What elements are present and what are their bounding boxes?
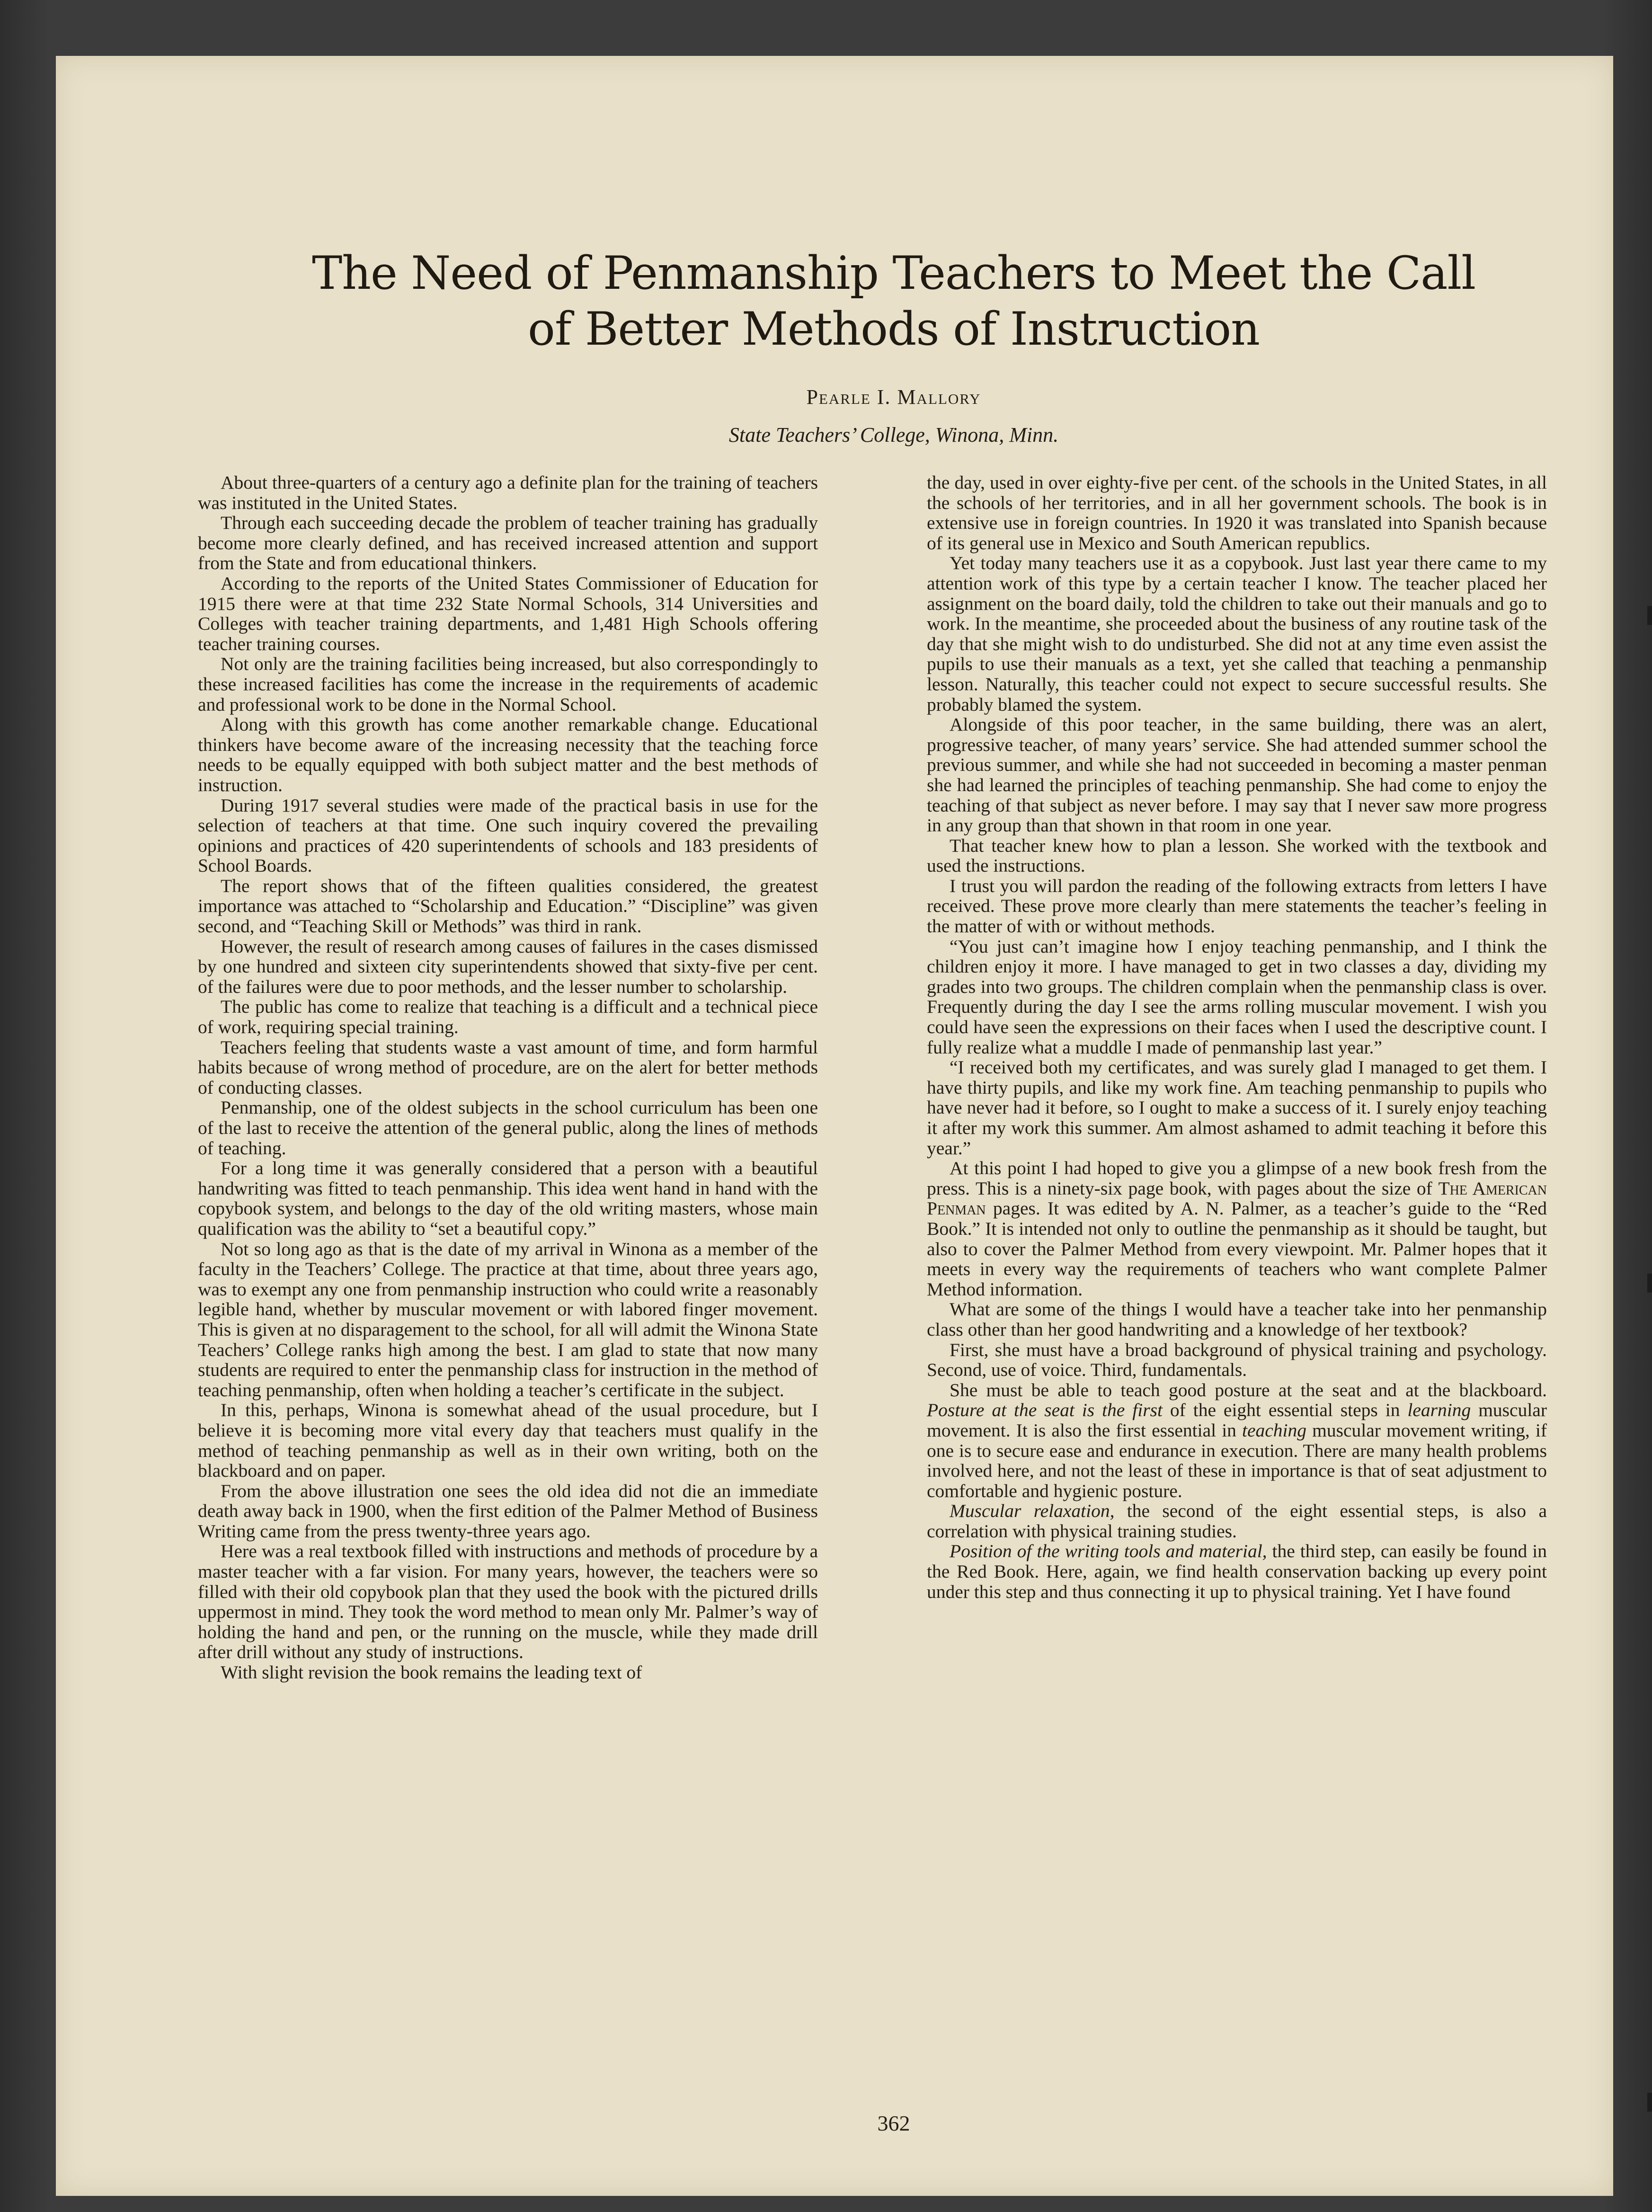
paragraph: “I received both my certificates, and was surely glad I managed to get them. I have thirty pupils, and like my work fine. Am teaching penmanship to pupils who have never had it before, so I ought to make a success of it. I surely enjoy teaching it after my work this summer. Am almost ashamed to admit teaching it before this year.”: [927, 1057, 1547, 1159]
paragraph: Along with this growth has come another remarkable change. Educational thinkers have become aware of the increasing necessity that the teaching force needs to be equally equipped with both subject matter and the best methods of instruction.: [198, 714, 818, 795]
paragraph: First, she must have a broad background of physical training and psychology. Second, use of voice. Third, fundamentals.: [927, 1339, 1547, 1381]
paragraph: What are some of the things I would have a teacher take into her penmanship class other than her good handwriting and a knowledge of her textbook?: [927, 1299, 1547, 1340]
paragraph: About three-quarters of a century ago a definite plan for the training of teachers was instituted in the United States.: [198, 472, 818, 513]
paragraph: Through each succeeding decade the problem of teacher training has gradually become more clearly defined, and has received increased attention and support from the State and from educational thinkers.: [198, 512, 818, 574]
paragraph: the day, used in over eighty-five per cent. of the schools in the United States, in all the schools of her territories, and in all her government schools. The book is in extensive use in foreign countries. In 1920 it was translated into Spanish because of its general use in Mexico and South American republics.: [927, 472, 1547, 553]
right-column: [927, 473, 1547, 1602]
paragraph: Not only are the training facilities being increased, but also correspondingly to these increased facilities has come the increase in the requirements of academic and professional work to be done in the Normal School.: [198, 653, 818, 715]
text-run: muscular movement writing, if one is to secure ease and endurance in execution. There are many health problems involved here, and not the least of these in importance is that of seat adjustment to comfortable and hygienic posture.: [927, 1419, 1547, 1501]
paragraph: For a long time it was generally considered that a person with a beautiful handwriting was fitted to teach penmanship. This idea went hand in hand with the copybook system, and belongs to the day of the old writing masters, whose main qualification was the ability to “set a beautiful copy.”: [198, 1158, 818, 1239]
left-column: [198, 473, 818, 1683]
page-edge-tab: [1647, 1274, 1652, 1293]
italic-phrase: Posture at the seat is the first: [927, 1400, 1163, 1421]
page-edge-tab: [1647, 606, 1652, 625]
paragraph: Penmanship, one of the oldest subjects in the school curriculum has been one of the last to receive the attention of the general public, along the lines of methods of teaching.: [198, 1097, 818, 1159]
paragraph: [927, 1501, 1547, 1541]
text-run: of the eight essential steps in: [1162, 1400, 1408, 1421]
article-title: [198, 245, 1590, 357]
paragraph: [927, 1380, 1547, 1501]
paragraph: However, the result of research among causes of failures in the cases dismissed by one hundred and sixteen city superintendents showed that sixty-five per cent. of the failures were due to poor methods, and the lesser number to scholarship.: [198, 936, 818, 997]
paragraph: In this, perhaps, Winona is somewhat ahead of the usual procedure, but I believe it is becoming more vital every day that teachers must qualify in the method of teaching penmanship as well as in their own writing, both on the blackboard and on paper.: [198, 1400, 818, 1481]
paragraph: Here was a real textbook filled with instructions and methods of procedure by a master teacher with a far vision. For many years, however, the teachers were so filled with their old copybook plan that they used the book with the pictured drills uppermost in mind. They took the word method to mean only Mr. Palmer’s way of holding the hand and pen, or the running on the muscle, while they made drill after drill without any study of instructions.: [198, 1541, 818, 1663]
page-edge-tab: [1647, 2093, 1652, 2112]
magazine-page: [56, 56, 1613, 2196]
page-number: 362: [877, 2111, 910, 2135]
paragraph: That teacher knew how to plan a lesson. She worked with the textbook and used the instructions.: [927, 835, 1547, 876]
bleed-through-text: [264, 188, 1590, 217]
paragraph: [927, 1541, 1547, 1602]
paragraph: Yet today many teachers use it as a copybook. Just last year there came to my attention work of this type by a certain teacher I know. The teacher placed her assignment on the board daily, told the children to take out their manuals and go to work. In the meantime, she proceeded about the business of any routine task of the day that she might wish to do undisturbed. She did not at any time even assist the pupils to use their manuals as a text, yet she called that teaching a penmanship lesson. Naturally, this teacher could not expect to secure successful results. She probably blamed the system.: [927, 553, 1547, 715]
text-run: At this point I had hoped to give you a glimpse of a new book fresh from the press. This is a ninety-six page book, with pages about the size of: [927, 1158, 1547, 1199]
paragraph: I trust you will pardon the reading of the following extracts from letters I have received. These prove more clearly than mere statements the teacher’s feeling in the matter of with or without methods.: [927, 875, 1547, 937]
title-line-1: The Need of Penmanship Teachers to Meet the Call: [312, 247, 1475, 300]
italic-phrase: Muscular relaxation,: [950, 1500, 1115, 1522]
paragraph: During 1917 several studies were made of the practical basis in use for the selection of teachers at that time. One such inquiry covered the prevailing opinions and practices of 420 superintendents of schools and 183 presidents of School Boards.: [198, 794, 818, 876]
paragraph: With slight revision the book remains the leading text of: [221, 1662, 642, 1683]
paragraph: Alongside of this poor teacher, in the same building, there was an alert, progressive teacher, of many years’ service. She had attended summer school the previous summer, and while she had not succeeded in becoming a master penman she had learned the principles of teaching penmanship. She had come to enjoy the teaching of that subject as never before. I may say that I never saw more progress in any group than that shown in that room in one year.: [927, 714, 1547, 836]
paragraph: Not so long ago as that is the date of my arrival in Winona as a member of the faculty in the Teachers’ College. The practice at that time, about three years ago, was to exempt any one from penmanship instruction who could write a reasonably legible hand, whether by muscular movement or with labored finger movement. This is given at no disparagement to the school, for all will admit the Winona State Teachers’ College ranks high among the best. I am glad to state that now many students are required to enter the penmanship class for instruction in the method of teaching penmanship, often when holding a teacher’s certificate in the subject.: [198, 1238, 818, 1400]
paragraph: The public has come to realize that teaching is a difficult and a technical piece of work, requiring special training.: [198, 996, 818, 1038]
text-run: the second of the eight essential steps, is also a correlation with physical training studies.: [927, 1500, 1547, 1542]
text-run: muscular movement. It is also the first essential in: [927, 1400, 1547, 1441]
text-run: She must be able to teach good posture at the seat and at the blackboard.: [950, 1379, 1547, 1400]
paragraph: The report shows that of the fifteen qualities considered, the greatest importance was attached to “Scholarship and Education.” “Discipline” was given second, and “Teaching Skill or Methods” was third in rank.: [198, 875, 818, 937]
journal-name: The American Penman: [927, 1177, 1547, 1219]
text-run: the third step, can easily be found in the Red Book. Here, again, we find health conservation backing up every point under this step and thus connecting it up to physical training. Yet I have found: [927, 1541, 1547, 1602]
author-name: Pearle I. Mallory: [806, 385, 981, 409]
italic-phrase: Position of the writing tools and material,: [950, 1541, 1267, 1562]
italic-phrase: teaching: [1242, 1419, 1307, 1441]
text-run: pages. It was edited by A. N. Palmer, as a teacher’s guide to the “Red Book.” It is intended not only to outline the penmanship as it should be taught, but also to cover the Palmer Method from every viewpoint. Mr. Palmer hopes that it meets in every way the requirements of teachers who want complete Palmer Method information.: [927, 1198, 1547, 1300]
author-affiliation: State Teachers’ College, Winona, Minn.: [728, 423, 1059, 446]
paragraph: Teachers feeling that students waste a vast amount of time, and form harmful habits because of wrong method of procedure, are on the alert for better methods of conducting classes.: [198, 1036, 818, 1098]
title-line-2: of Better Methods of Instruction: [528, 303, 1260, 356]
italic-phrase: learning: [1407, 1400, 1471, 1421]
paragraph: From the above illustration one sees the old idea did not die an immediate death away back in 1900, when the first edition of the Palmer Method of Business Writing came from the press twenty-three years ago.: [198, 1480, 818, 1542]
paragraph: According to the reports of the United States Commissioner of Education for 1915 there were at that time 232 State Normal Schools, 314 Universities and Colleges with teacher training departments, and 1,481 High Schools offering teacher training courses.: [198, 572, 818, 654]
paragraph: “You just can’t imagine how I enjoy teaching penmanship, and I think the children enjoy it more. I have managed to get in two classes a day, dividing my grades into two groups. The children complain when the penmanship class is over. Frequently during the day I see the arms rolling muscular movement. I wish you could have seen the expressions on their faces when I used the descriptive count. I fully realize what a muddle I made of penmanship last year.”: [927, 936, 1547, 1058]
paragraph: [927, 1158, 1547, 1299]
